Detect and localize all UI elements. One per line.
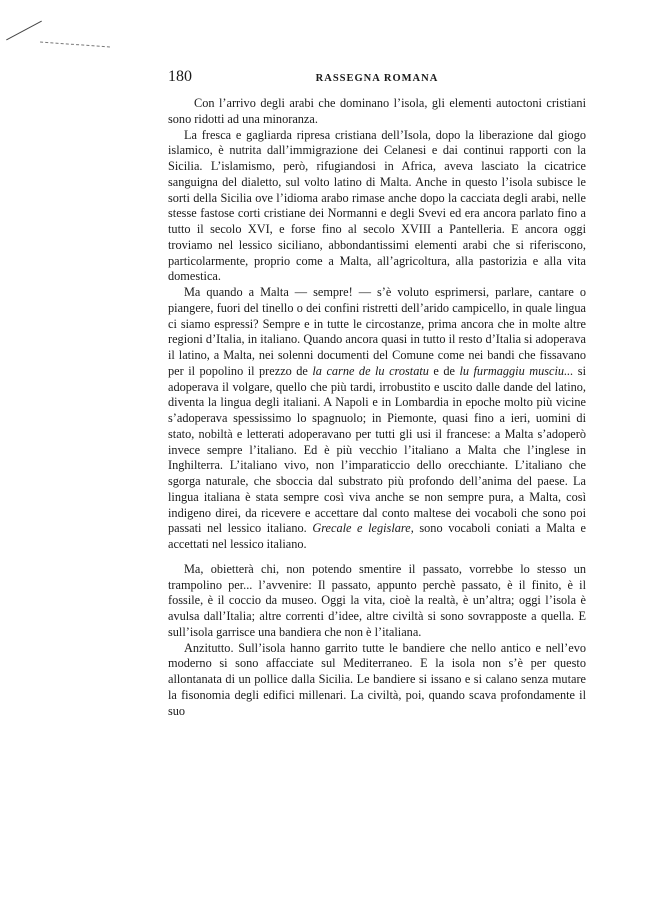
paragraph-text: Anzitutto. Sull’isola hanno garrito tutte le bandiere che nello antico e nell’evo moderno si sono affacciate sul Mediterraneo. E la isola non s’è per questo allontanata di un pollice dalla Sicilia. Le bandiere si issano e si calano senza mutare la fisonomia degli edifici millenari. La civiltà, poi, quando scava profondamente il suo [168,640,586,718]
paragraph-text: Ma quando a Malta — sempre! — s’è voluto esprimersi, parlare, cantare o piangere, fuori del tinello o dei confini ristretti dell’arido campicello, in quale lingua ci siamo espressi? Sempre e in tutte le circostanze, prima ancora che in molte altre regioni d’Italia, in italiano. Quando ancora quasi in tutto il resto d’Italia si adoperava il latino, a Malta, nei solenni documenti del Comune come nei bandi che fissavano per il popolino il prezzo de [168,285,586,378]
paragraph [168,285,586,553]
paragraph [168,641,586,720]
italic-text: Grecale e legislare, [312,521,414,536]
paragraph [168,562,586,641]
scan-artifact-line [6,21,42,41]
paragraph-text: sono vocaboli coniati a Malta e accettati nel lessico italiano. [168,521,586,551]
italic-text: lu furmaggiu musciu... [459,363,574,378]
paragraph [168,96,586,128]
paragraph-text: La fresca e gagliarda ripresa cristiana dell’Isola, dopo la liberazione dal giogo islamico, è nutrita dall’immigrazione dei Celanesi e dai continui rapporti con la Sicilia. L’islamismo, però, rifugiandosi in Africa, aveva lasciato la cicatrice sanguigna del dialetto, sul volto latino di Malta. Anche in questo l’isola subisce le sorti della Sicilia ove l’idioma arabo rimase anche dopo la cacciata degli arabi, nelle stesse fastose corti cristiane dei Normanni e degli Svevi ed era ancora parlato fino a tutto il secolo XVI, e forse fino al secolo XVIII a Pantelleria. E ancora oggi troviamo nel lessico siciliano, abbondantissimi elementi arabi che si riferiscono, particolarmente, proprio come a Malta, all’agricoltura, alla pastorizia e alla vita domestica. [168,127,586,284]
paragraph-text: e de [428,363,460,378]
running-head: RASSEGNA ROMANA [315,73,439,84]
paragraph-text: si adoperava il volgare, quello che più tardi, irrobustito e uscito dalle dande del latino, diventa la lingua degli italiani. A Napoli e in Lombardia in epoche molto più vicine s’adoperava spessissimo lo spagnuolo; in Piemonte, quasi fino a ieri, uomini di stato, nobiltà e letterati adoperavano per tutti gli usi il francese: a Malta s’adoperò invece sempre l’italiano. Ed è più vecchio l’italiano a Malta che l’inglese in Inghilterra. L’italiano vivo, non l’imparaticcio dello orecchiante. L’italiano che sgorga naturale, che sboccia dal substrato più profondo dell’anima del paese. La lingua italiana è stata sempre così viva anche se non sempre pura, a Malta, così indigeno direi, da ricevere e accettare dal conto maltese dei vocaboli che sono poi passati nel lessico italiano. [168,363,586,536]
italic-text: la carne de lu crostatu [312,363,429,378]
page-header [168,68,586,90]
paragraph-text: Ma, obietterà chi, non potendo smentire il passato, vorrebbe lo stesso un trampolino per... l’avvenire: Il passato, appunto perchè passato, è il finito, è il fossile, è il coccio da museo. Oggi la vita, cioè la realtà, è un’altra; oggi l’isola è avulsa dall’Italia; altre correnti d’idee, altre civiltà si sono sovrapposte a quella. E sull’isola garrisce una bandiera che non è l’italiana. [168,561,586,639]
paragraph-text: Con l’arrivo degli arabi che dominano l’isola, gli elementi autoctoni cristiani sono ridotti ad una minoranza. [168,96,586,126]
page-number: 180 [168,68,192,85]
body-text [168,96,586,719]
paragraph [168,128,586,286]
scan-artifact-dash [40,42,110,48]
document-page [168,68,586,719]
